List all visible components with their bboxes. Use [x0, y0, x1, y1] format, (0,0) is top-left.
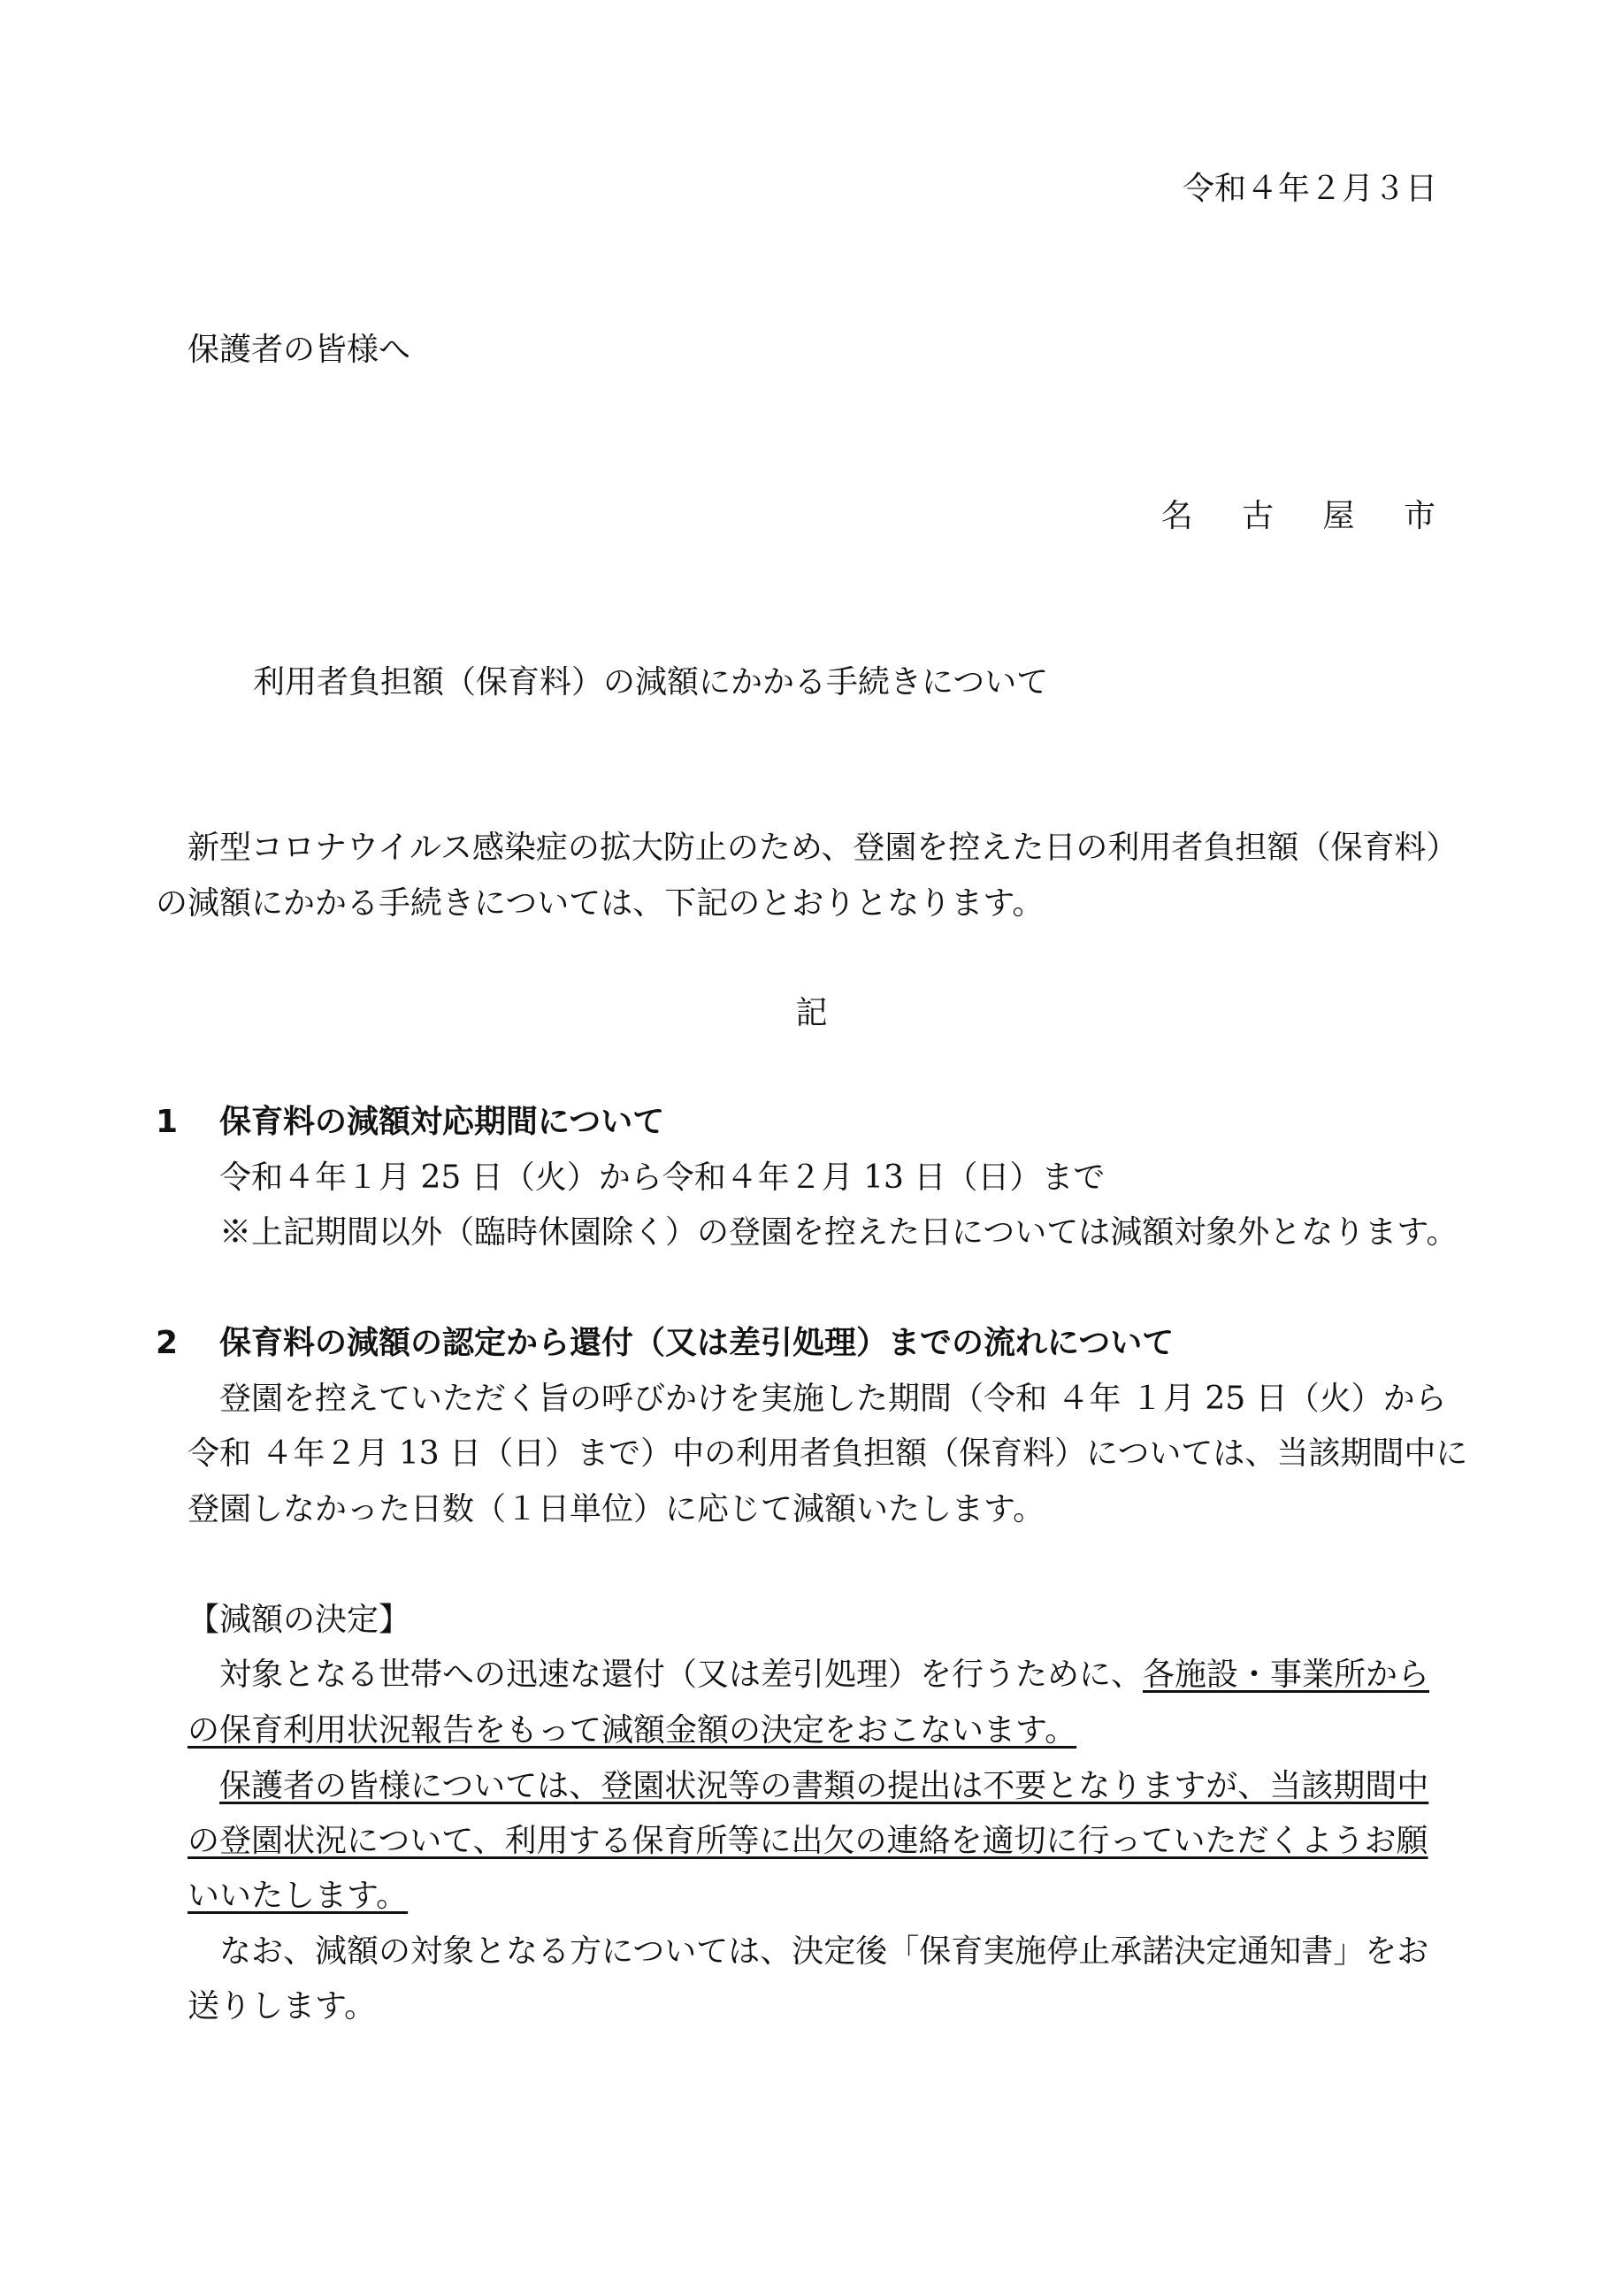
document-date: 令和４年２月３日	[1182, 171, 1437, 207]
decision-para-2-line-3: いいたします。	[188, 1878, 409, 1914]
section-1-number: 1	[156, 1104, 179, 1140]
decision-para-1-underlined-start: 各施設・事業所から	[1143, 1657, 1430, 1693]
section-1-note: ※上記期間以外（臨時休園除く）の登園を控えた日については減額対象外となります。	[219, 1214, 1458, 1251]
section-2-body-line-2: 令和 ４年２月 13 日（日）まで）中の利用者負担額（保育料）については、当該期間中に	[188, 1435, 1468, 1472]
decision-para-2-line-2: の登園状況について、利用する保育所等に出欠の連絡を適切に行っていただくようお願	[188, 1823, 1428, 1859]
section-2-heading	[156, 1322, 1174, 1365]
section-2-number: 2	[156, 1325, 179, 1361]
section-2-title: 保育料の減額の認定から還付（又は差引処理）までの流れについて	[219, 1325, 1175, 1361]
intro-line-1: 新型コロナウイルス感染症の拡大防止のため、登園を控えた日の利用者負担額（保育料）	[188, 830, 1458, 866]
intro-line-2: の減額にかかる手続きについては、下記のとおりとなります。	[156, 885, 1045, 922]
section-1-heading	[156, 1101, 664, 1144]
section-2-body-line-3: 登園しなかった日数（１日単位）に応じて減額いたします。	[188, 1491, 1045, 1527]
sender: 名 古 屋 市	[1160, 498, 1455, 534]
decision-para-1-plain: 対象となる世帯への迅速な還付（又は差引処理）を行うために、	[219, 1657, 1144, 1693]
section-2-body-line-1: 登園を控えていただく旨の呼びかけを実施した期間（令和 ４年 １月 25 日（火）から	[219, 1381, 1447, 1417]
section-1-period: 令和４年１月 25 日（火）から令和４年２月 13 日（日）まで	[219, 1159, 1106, 1196]
decision-para-1-line-2: の保育利用状況報告をもって減額金額の決定をおこないます。	[188, 1712, 1077, 1749]
decision-para-3-line-1: なお、減額の対象となる方については、決定後「保育実施停止承諾決定通知書」をお	[219, 1933, 1429, 1970]
section-1-title: 保育料の減額対応期間について	[219, 1104, 665, 1140]
document-title: 利用者負担額（保育料）の減額にかかる手続きについて	[253, 664, 1049, 700]
addressee: 保護者の皆様へ	[188, 332, 411, 368]
decision-para-2-line-1: 保護者の皆様については、登園状況等の書類の提出は不要となりますが、当該期間中	[219, 1768, 1429, 1804]
decision-para-3-line-2: 送りします。	[188, 1988, 377, 2024]
ki-marker: 記	[795, 995, 828, 1031]
decision-para-1-line-1	[219, 1654, 1429, 1696]
decision-heading: 【減額の決定】	[188, 1602, 411, 1638]
